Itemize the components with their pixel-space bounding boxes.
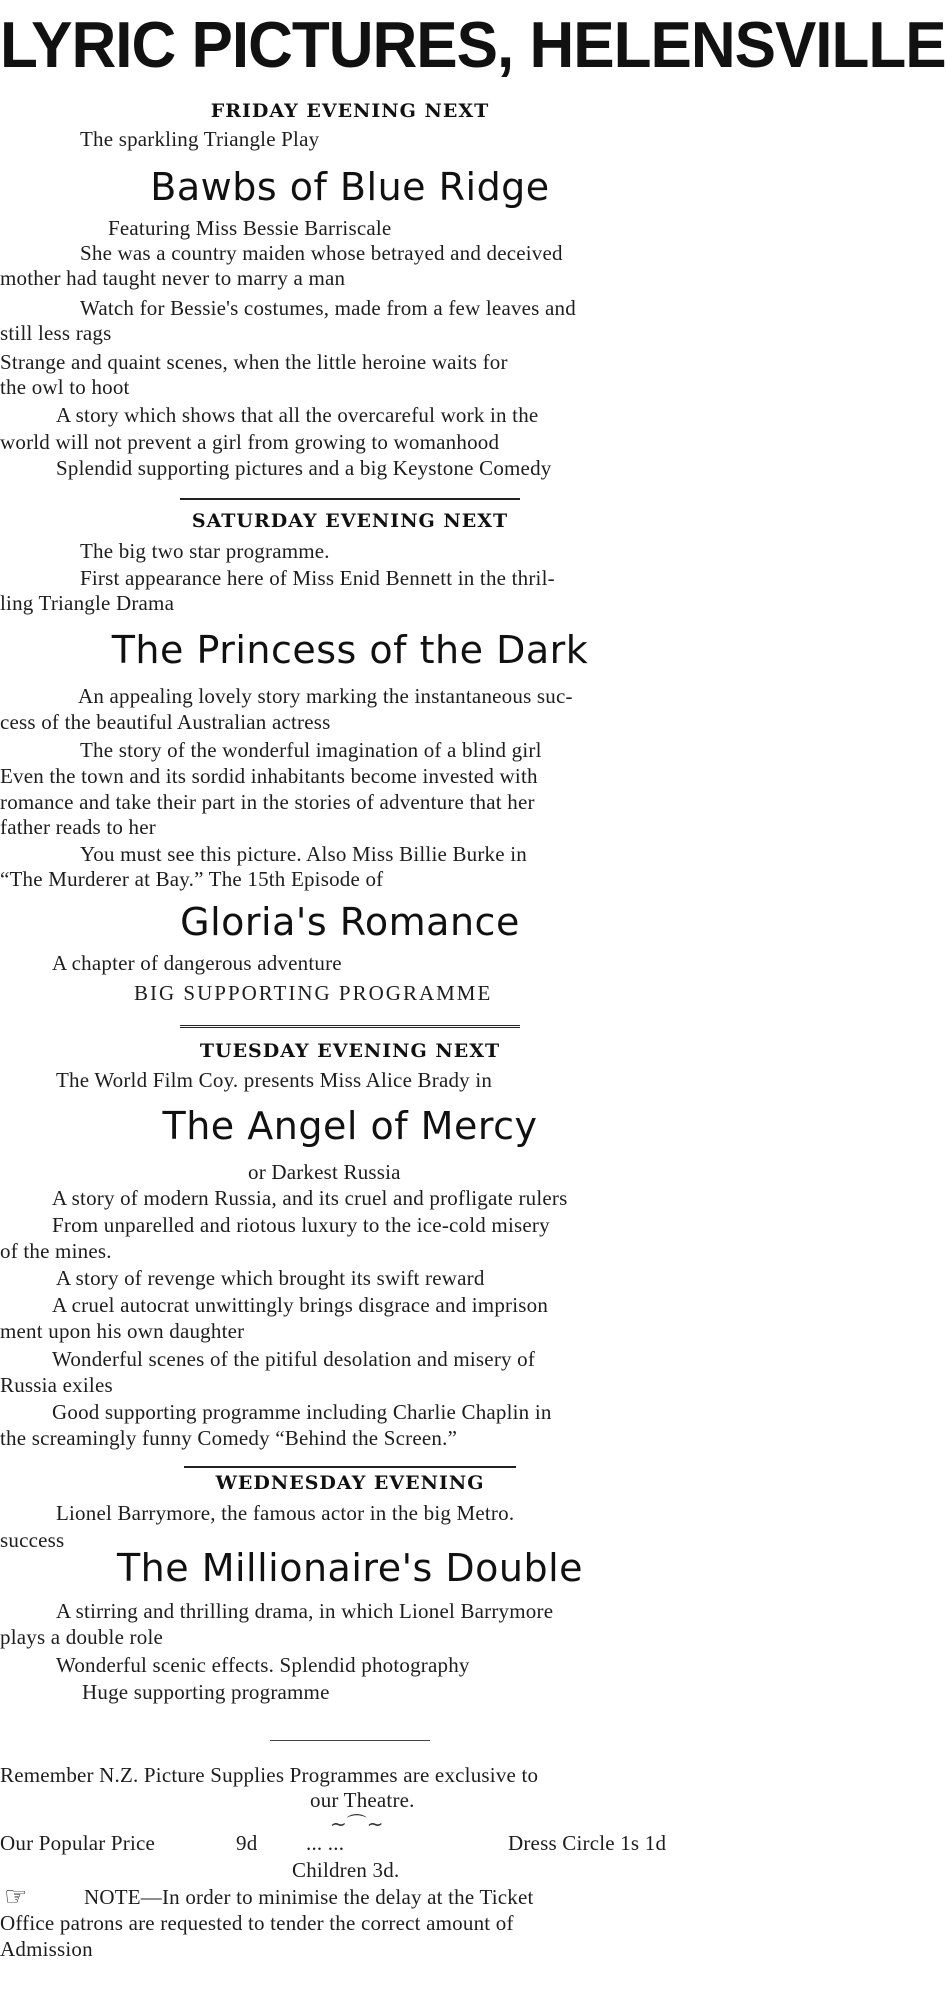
saturday-line: An appealing lovely story marking the instantaneous suc- [78,684,573,708]
tuesday-heading: TUESDAY EVENING NEXT [199,1040,501,1062]
dress-circle-price: Dress Circle 1s 1d [508,1831,667,1855]
tuesday-line: Good supporting programme including Charlie Chaplin in [52,1400,552,1424]
saturday-line: The big two star programme. [80,539,330,563]
saturday-heading: SATURDAY EVENING NEXT [191,510,509,532]
children-price: Children 3d. [292,1858,400,1882]
saturday-line: The story of the wonderful imagination of a blind girl [80,738,542,762]
tuesday-line: A story of revenge which brought its swift reward [56,1266,485,1290]
section-divider [184,1466,516,1468]
tuesday-line: A story of modern Russia, and its cruel and profligate rulers [52,1186,568,1210]
flourish-ornament: ~⌒~ [330,1812,384,1836]
wednesday-line: Huge supporting programme [82,1680,330,1704]
section-divider [180,498,520,500]
supporting-programme-caps: BIG SUPPORTING PROGRAMME [134,981,493,1005]
tuesday-line: Russia exiles [0,1373,113,1397]
saturday-line: Even the town and its sordid inhabitants become invested with [0,764,538,788]
saturday-line: cess of the beautiful Australian actress [0,710,331,734]
saturday-line: A chapter of dangerous adventure [52,951,342,975]
tuesday-line: A cruel autocrat unwittingly brings disgrace and imprison [52,1293,549,1317]
wednesday-line: plays a double role [0,1625,164,1649]
friday-line: Strange and quaint scenes, when the little heroine waits for [0,350,508,374]
tuesday-line: of the mines. [0,1239,112,1263]
friday-line: Splendid supporting pictures and a big Keystone Comedy [56,456,552,480]
pointing-hand-icon: ☞ [4,1882,28,1912]
tuesday-line: Wonderful scenes of the pitiful desolation and misery of [52,1347,536,1371]
friday-title: Bawbs of Blue Ridge [150,165,550,209]
remember-notice: our Theatre. [310,1788,415,1812]
saturday-title: The Princess of the Dark [111,628,589,672]
price-value: 9d [236,1831,258,1855]
wednesday-line: A stirring and thrilling drama, in which Lionel Barrymore [56,1599,554,1623]
wednesday-heading: WEDNESDAY EVENING [215,1472,485,1494]
tuesday-line: ment upon his own daughter [0,1319,245,1343]
wednesday-title: The Millionaire's Double [116,1546,584,1590]
tuesday-line: From unparelled and riotous luxury to the ice-cold misery [52,1213,550,1237]
saturday-line: ling Triangle Drama [0,591,175,615]
tuesday-title: The Angel of Mercy [162,1104,538,1148]
section-divider [270,1740,430,1741]
section-divider [180,1025,520,1030]
saturday-line: First appearance here of Miss Enid Bennett in the thril- [80,566,555,590]
wednesday-line: Wonderful scenic effects. Splendid photography [56,1653,470,1677]
remember-notice: Remember N.Z. Picture Supplies Programmes are exclusive to [0,1763,539,1787]
masthead: LYRIC PICTURES, HELENSVILLE [0,9,946,82]
friday-line: Featuring Miss Bessie Barriscale [108,216,392,240]
friday-line: mother had taught never to marry a man [0,266,346,290]
note-line: NOTE—In order to minimise the delay at the Ticket [84,1885,534,1909]
tuesday-intro: The World Film Coy. presents Miss Alice Brady in [56,1068,493,1092]
price-label: Our Popular Price [0,1831,156,1855]
tuesday-subtitle: or Darkest Russia [248,1160,401,1184]
saturday-line: romance and take their part in the stories of adventure that her [0,790,535,814]
friday-heading: FRIDAY EVENING NEXT [210,100,490,122]
saturday-title-2: Gloria's Romance [180,900,520,944]
friday-line: She was a country maiden whose betrayed and deceived [80,241,563,265]
friday-line: Watch for Bessie's costumes, made from a few leaves and [80,296,576,320]
note-line: Office patrons are requested to tender the correct amount of [0,1911,514,1935]
wednesday-line: success [0,1528,65,1552]
saturday-line: “The Murderer at Bay.” The 15th Episode of [0,867,384,891]
friday-line: world will not prevent a girl from growing to womanhood [0,430,500,454]
friday-line: A story which shows that all the overcareful work in the [56,403,539,427]
saturday-line: You must see this picture. Also Miss Billie Burke in [80,842,527,866]
saturday-line: father reads to her [0,815,156,839]
friday-intro: The sparkling Triangle Play [80,127,320,151]
friday-line: the owl to hoot [0,375,130,399]
price-dots: ... ... [306,1831,345,1855]
wednesday-line: Lionel Barrymore, the famous actor in the big Metro. [56,1501,515,1525]
tuesday-line: the screamingly funny Comedy “Behind the Screen.” [0,1426,458,1450]
note-line: Admission [0,1937,93,1961]
friday-line: still less rags [0,321,112,345]
